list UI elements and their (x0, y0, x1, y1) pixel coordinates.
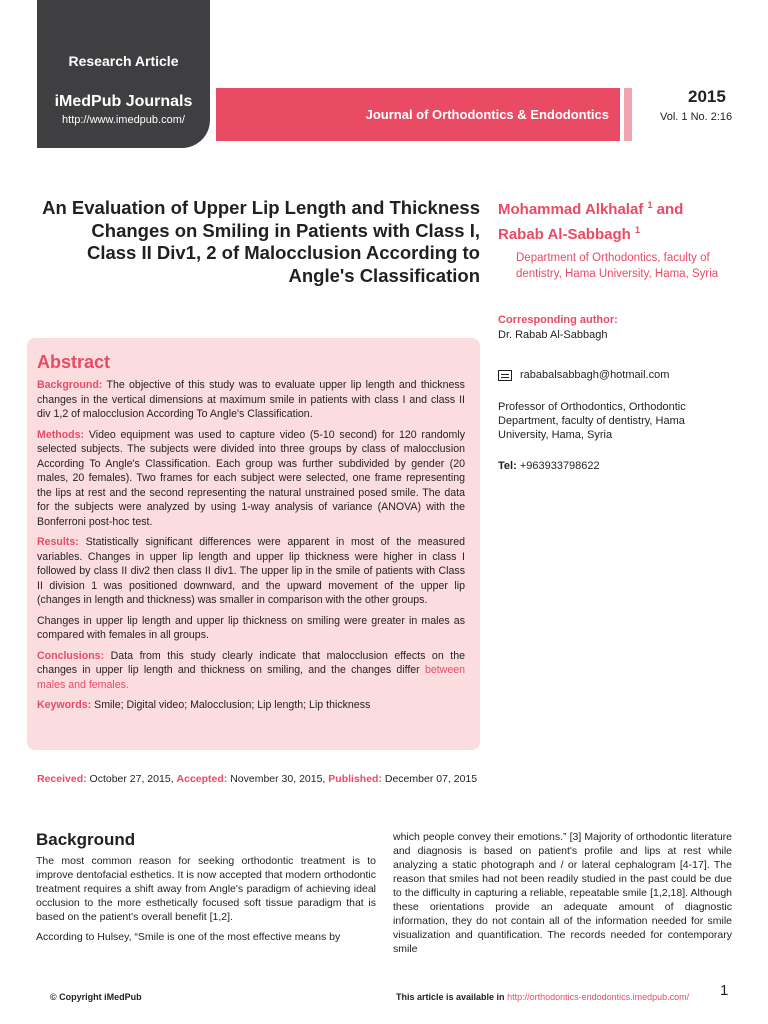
banner-accent-stripe (624, 88, 632, 141)
page-number: 1 (720, 982, 729, 999)
body-right-column (393, 830, 732, 962)
body-paragraph: The most common reason for seeking orthodontic treatment is to improve dentofacial esthetics. It is now accepted that modern orthodontic treatment requires a shift away from Angle's paradigm of achieving ideal occlusion to the more esthetically focused soft tissue paradigm that is based on the patient's overall benefit [1,2]. (36, 855, 376, 923)
published-label: Published: (328, 773, 382, 785)
availability-notice (396, 992, 689, 1002)
email-row (498, 369, 669, 381)
author-affiliation-marker: 1 (634, 225, 640, 235)
abstract-heading: Abstract (37, 352, 111, 372)
abstract-conclusions (37, 649, 465, 693)
abstract-results-text: Statistically significant differences were apparent in most of the measured variables. Changes in upper lip length and upper lip thickness were higher in class I followed by class II div2 then class II div1. The upper lip in the smile of patients with Class II division 1 was positioned downward, and the upward movement of the upper lip (changes in length and thickness) was smaller in comparison with the other groups. (37, 536, 465, 606)
abstract-methods-label: Methods: (37, 428, 85, 441)
telephone-number: +963933798622 (519, 460, 600, 472)
body-paragraph: According to Hulsey, “Smile is one of the most effective means by (36, 931, 341, 943)
journal-name: Journal of Orthodontics & Endodontics (365, 107, 609, 122)
journal-url-link[interactable]: http://orthodontics-endodontics.imedpub.com/ (507, 992, 690, 1002)
journal-name-banner (216, 88, 620, 141)
body-left-column (36, 830, 376, 950)
received-label: Received: (37, 773, 87, 785)
author-name: Mohammad Alkhalaf (498, 201, 644, 218)
abstract-conclusions-label: Conclusions: (37, 649, 105, 662)
copyright-notice: © Copyright iMedPub (50, 992, 142, 1002)
abstract-conclusions-text: Data from this study clearly indicate that malocclusion effects on the changes in upper lip length and thickness on smiling, and the changes differ (37, 649, 465, 676)
body-paragraph: which people convey their emotions.” [3] Majority of orthodontic literature and diagnosis is based on patient's profile and lips at rest while analyzing a static photograph and / or lateral cephalogram [4-17]. The reason that smiles had not been readily studied in the past could be due to the difficulty in capturing a reliable, repeatable smile [1,2,18]. Although these orientations provide an adequate amount of diagnostic information, they do not contain all of the information needed for smile visualization and quantification. The records needed for contemporary smile (393, 831, 732, 955)
telephone-label: Tel: (498, 460, 517, 472)
author-name: Rabab Al-Sabbagh (498, 226, 631, 243)
telephone (498, 460, 600, 472)
abstract-background-text: The objective of this study was to evaluate upper lip length and thickness changes in the vertical dimensions at maximum smile in patients with class I and class II div 1,2 of malocclusion According To Angle's Classification. (37, 379, 465, 420)
abstract-methods (37, 428, 465, 530)
abstract-keywords-label: Keywords: (37, 699, 92, 711)
abstract-background (37, 378, 465, 422)
publisher-brand-box (37, 0, 210, 148)
publisher-name: iMedPub Journals (54, 93, 193, 110)
abstract-results (37, 535, 465, 608)
abstract-methods-text: Video equipment was used to capture video (5-10 second) for 120 randomly selected subjects. The subjects were divided into three groups by class of malocclusion According To Angle's Classification. Each group was further subdivided by gender (20 males, 20 females). Two frames for each subject were selected, one frame representing the lips at rest and the second representing the natural unstrained posed smile. The data for the subjects were analyzed by using 1-way analysis of variance (ANOVA) with the Bonferroni post-hoc test. (37, 428, 465, 528)
corresponding-author-label: Corresponding author: (498, 314, 618, 326)
abstract-background-label: Background: (37, 379, 103, 391)
author-conjunction: and (656, 201, 684, 218)
article-type-label: Research Article (68, 53, 179, 69)
abstract-results-extra: Changes in upper lip length and upper lip thickness on smiling were greater in males as compared with females in all groups. (37, 614, 465, 641)
abstract-box (27, 338, 480, 750)
abstract-keywords-text: Smile; Digital video; Malocclusion; Lip length; Lip thickness (94, 699, 371, 711)
volume-issue: Vol. 1 No. 2:16 (660, 111, 733, 123)
email-address-link[interactable]: rababalsabbagh@hotmail.com (520, 369, 670, 381)
accepted-label: Accepted: (176, 773, 228, 785)
published-date: December 07, 2015 (384, 773, 478, 785)
section-heading: Background (36, 830, 136, 849)
abstract-keywords (37, 698, 465, 713)
author-affiliation-marker: 1 (647, 200, 653, 210)
availability-text: This article is available in (396, 992, 505, 1002)
email-icon (498, 370, 512, 381)
corresponding-author-name: Dr. Rabab Al-Sabbagh (498, 329, 608, 341)
publisher-url-link[interactable]: http://www.imedpub.com/ (62, 114, 185, 126)
abstract-results-label: Results: (37, 536, 79, 548)
publication-year: 2015 (688, 87, 726, 106)
author-list (498, 195, 748, 245)
author-position: Professor of Orthodontics, Orthodontic Department, faculty of dentistry, Hama University, Hama, Syria (498, 401, 686, 441)
article-title: An Evaluation of Upper Lip Length and Thickness Changes on Smiling in Patients with Class I, Class II Div1, 2 of Malocclusion According to Angle's Classification (42, 197, 480, 286)
author-affiliation: Department of Orthodontics, faculty of dentistry, Hama University, Hama, Syria (516, 252, 719, 280)
publication-dates (37, 771, 481, 787)
received-date: October 27, 2015, (89, 773, 174, 785)
abstract-conclusions-tail: between males and females. (37, 664, 465, 691)
accepted-date: November 30, 2015, (230, 773, 326, 785)
